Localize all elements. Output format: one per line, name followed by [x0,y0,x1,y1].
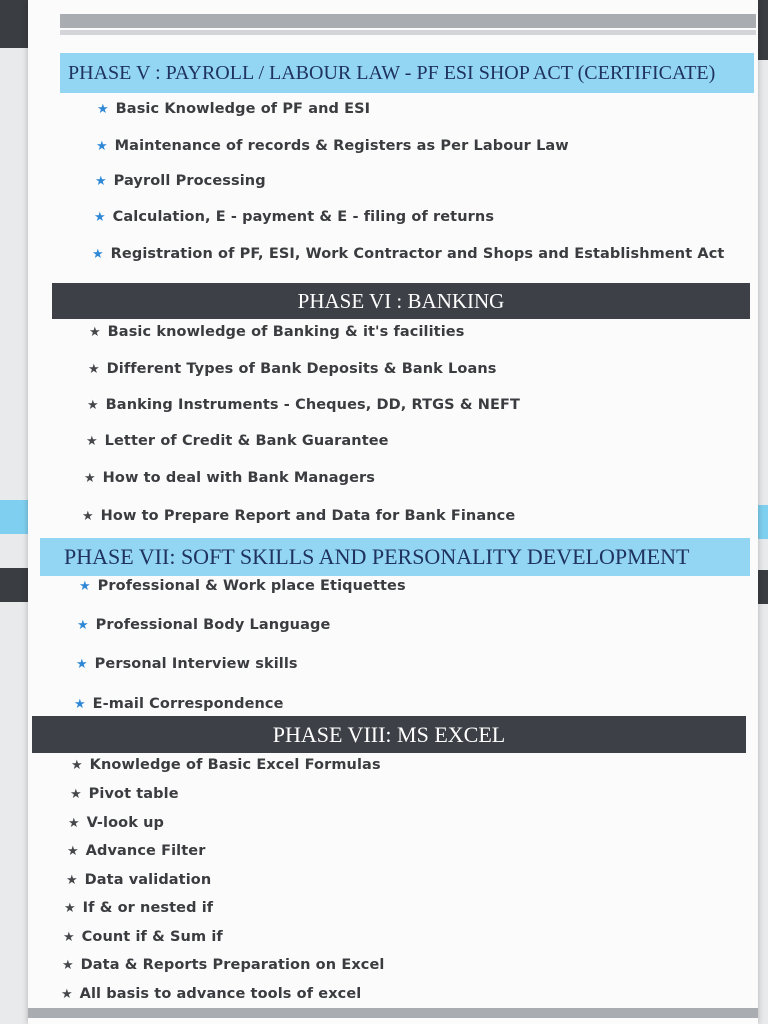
star-icon: ★ [68,815,80,831]
list-item: ★ If & or nested if [64,900,214,916]
list-item: ★ Professional Body Language [77,617,331,633]
star-icon: ★ [70,786,82,802]
star-icon: ★ [82,508,94,524]
star-icon: ★ [61,986,73,1002]
star-icon: ★ [88,361,100,377]
star-icon: ★ [96,138,108,154]
star-icon: ★ [67,843,79,859]
list-item: ★ Data & Reports Preparation on Excel [62,957,385,973]
list-item: ★ Letter of Credit & Bank Guarantee [86,433,389,449]
star-icon: ★ [64,900,76,916]
star-icon: ★ [63,929,75,945]
star-icon: ★ [66,872,78,888]
left-page-edge-dark [0,0,28,48]
phase-vii-heading [40,538,750,576]
star-icon: ★ [89,324,101,340]
star-icon: ★ [97,101,109,117]
star-icon: ★ [76,656,88,672]
star-icon: ★ [77,617,89,633]
list-item: ★ Basic Knowledge of PF and ESI [97,101,371,117]
list-item: ★ Basic knowledge of Banking & it's facilities [89,324,465,340]
list-item: ★ Maintenance of records & Registers as Per Labour Law [96,138,569,154]
list-item: ★ How to deal with Bank Managers [84,470,375,486]
phase-viii-title: PHASE VIII: MS EXCEL [272,721,506,747]
list-item: ★ All basis to advance tools of excel [61,986,362,1002]
star-icon: ★ [74,696,86,712]
list-item: ★ Professional & Work place Etiquettes [79,578,406,594]
phase-v-heading [60,53,754,93]
list-item: ★ Knowledge of Basic Excel Formulas [71,757,381,773]
list-item: ★ Registration of PF, ESI, Work Contractor and Shops and Establishment Act [92,246,725,262]
phase-vii-title: PHASE VII: SOFT SKILLS AND PERSONALITY DEVELOPMENT [64,544,690,569]
star-icon: ★ [62,957,74,973]
phase-vi-title: PHASE VI : BANKING [297,288,505,313]
star-icon: ★ [84,470,96,486]
star-icon: ★ [79,578,91,594]
list-item: ★ Data validation [66,872,212,888]
list-item: ★ Calculation, E - payment & E - filing of returns [94,209,495,225]
list-item: ★ How to Prepare Report and Data for Bank Finance [82,508,516,524]
star-icon: ★ [94,209,106,225]
list-item: ★ Pivot table [70,786,179,802]
list-item: ★ Different Types of Bank Deposits & Bank Loans [88,361,497,377]
list-item: ★ Personal Interview skills [76,656,298,672]
phase-vi-heading [52,283,750,319]
list-item: ★ E-mail Correspondence [74,696,284,712]
list-item: ★ Count if & Sum if [63,929,223,945]
header-rule-thin [60,30,756,35]
star-icon: ★ [86,433,98,449]
phase-viii-heading [32,716,746,753]
phase-v-title: PHASE V : PAYROLL / LABOUR LAW - PF ESI SHOP ACT (CERTIFICATE) [68,61,716,84]
list-item: ★ Advance Filter [67,843,206,859]
footer-rule [28,1008,758,1018]
list-item: ★ V-look up [68,815,165,831]
list-item: ★ Banking Instruments - Cheques, DD, RTGS & NEFT [87,397,520,413]
star-icon: ★ [71,757,83,773]
header-rule [60,14,756,28]
star-icon: ★ [95,173,107,189]
star-icon: ★ [92,246,104,262]
list-item: ★ Payroll Processing [95,173,266,189]
star-icon: ★ [87,397,99,413]
